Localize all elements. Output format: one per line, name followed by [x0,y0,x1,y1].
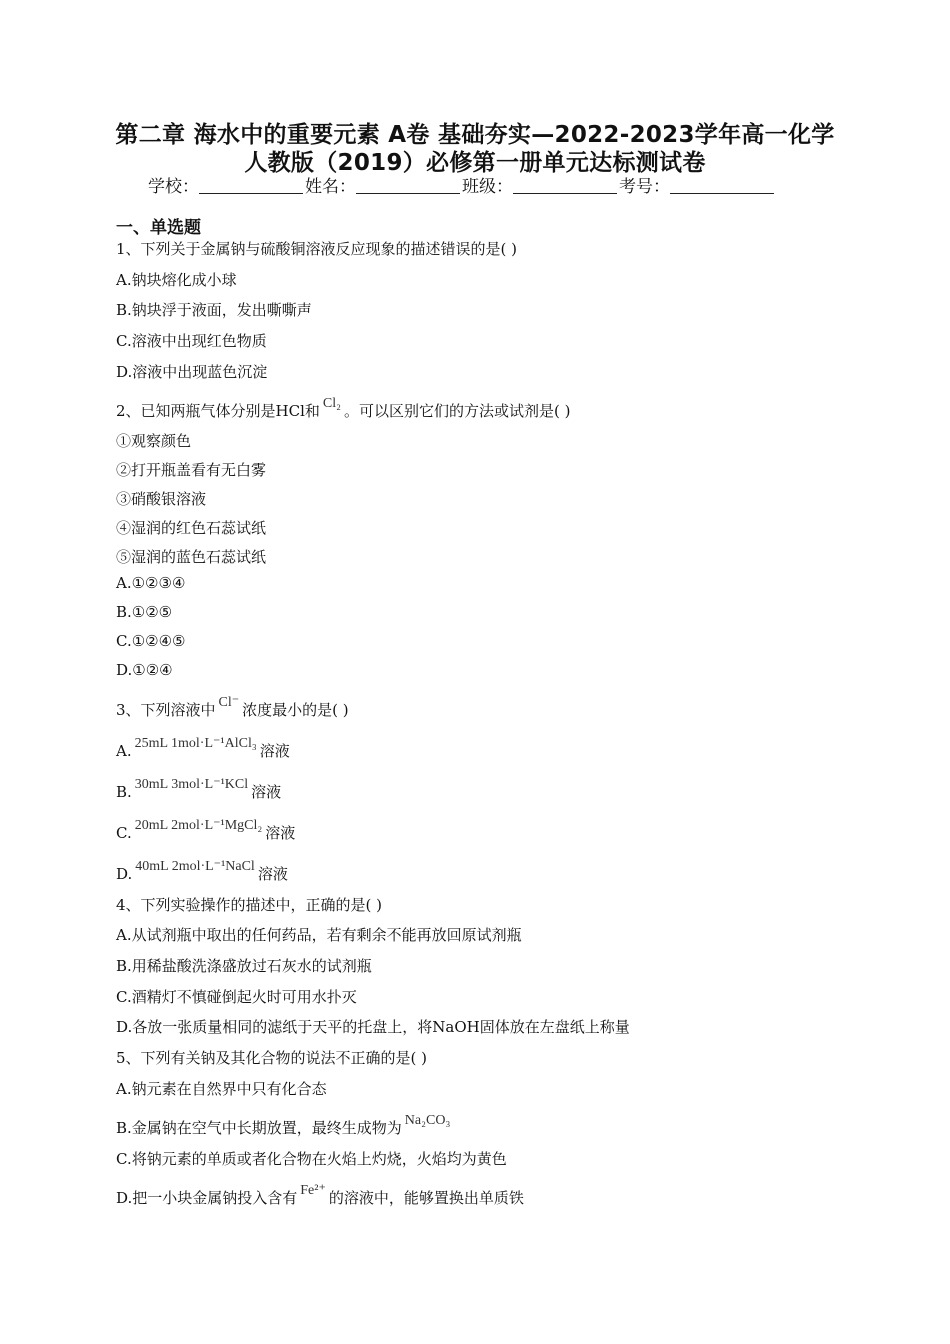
question-5-option-d [116,1183,524,1208]
question-2-option-d: D.①②④ [116,661,173,679]
exam-title-line1: 第二章 海水中的重要元素 A卷 基础夯实—2022-2023学年高一化学 [115,122,835,148]
question-3-option-b [116,777,282,802]
option-formula: 30mL 3mol·L⁻¹KCl [134,777,249,792]
question-3-stem [116,695,349,720]
option-b-formula: Na₂CO₃ [404,1113,451,1128]
question-2-item-5: ⑤湿润的蓝色石蕊试纸 [116,548,267,566]
option-d-text-post: 的溶液中，能够置换出单质铁 [328,1189,524,1207]
option-formula: 25mL 1mol·L⁻¹AlCl₃ [134,736,257,751]
question-2-item-4: ④湿润的红色石蕊试纸 [116,519,267,537]
exam-title-line2: 人教版（2019）必修第一册单元达标测试卷 [244,150,706,176]
question-2-item-3: ③硝酸银溶液 [116,490,207,508]
question-3-stem-post: 浓度最小的是( ) [242,701,349,719]
question-3-option-d [116,859,288,884]
question-1-option-c: C.溶液中出现红色物质 [116,332,267,350]
section-title: 一、单选题 [116,218,201,238]
option-letter: C. [116,824,132,842]
option-letter: D. [116,865,133,883]
school-blank[interactable] [199,177,303,194]
option-suffix: 溶液 [257,865,288,883]
class-blank[interactable] [513,177,617,194]
question-4-option-c: C.酒精灯不慎碰倒起火时可用水扑灭 [116,988,357,1006]
question-1-option-d: D.溶液中出现蓝色沉淀 [116,363,268,381]
question-5-option-c: C.将钠元素的单质或者化合物在火焰上灼烧，火焰均为黄色 [116,1150,507,1168]
question-2-stem-post: 。可以区别它们的方法或试剂是( ) [344,402,571,420]
question-2-stem [116,396,571,421]
question-3-stem-pre: 3、下列溶液中 [116,701,216,719]
exam-no-label: 考号： [619,177,670,197]
option-letter: B. [116,783,132,801]
option-suffix: 溶液 [265,824,296,842]
student-info-row [148,172,828,197]
option-suffix: 溶液 [259,742,290,760]
question-4-option-d: D.各放一张质量相同的滤纸于天平的托盘上，将NaOH固体放在左盘纸上称量 [116,1018,630,1036]
question-2-option-a: A.①②③④ [116,574,186,592]
option-d-formula: Fe²⁺ [300,1183,326,1198]
school-label: 学校： [148,177,199,197]
option-letter: A. [116,742,132,760]
question-1-option-a: A.钠块熔化成小球 [116,271,237,289]
option-suffix: 溶液 [251,783,282,801]
question-5-option-a: A.钠元素在自然界中只有化合态 [116,1080,327,1098]
exam-no-blank[interactable] [670,177,774,194]
question-2-option-b: B.①②⑤ [116,603,173,621]
question-2-stem-pre: 2、已知两瓶气体分别是HCl和 [116,402,320,420]
question-1-option-b: B.钠块浮于液面，发出嘶嘶声 [116,301,312,319]
question-3-option-c [116,818,296,843]
question-4-option-a: A.从试剂瓶中取出的任何药品，若有剩余不能再放回原试剂瓶 [116,926,522,944]
option-formula: 20mL 2mol·L⁻¹MgCl₂ [134,818,263,833]
question-1-stem: 1、下列关于金属钠与硫酸铜溶液反应现象的描述错误的是( ) [116,240,518,258]
question-2-option-c: C.①②④⑤ [116,632,186,650]
question-2-item-2: ②打开瓶盖看有无白雾 [116,461,267,479]
option-b-text: B.金属钠在空气中长期放置，最终生成物为 [116,1119,402,1137]
question-2-item-1: ①观察颜色 [116,432,192,450]
question-5-option-b [116,1113,453,1138]
question-5-stem: 5、下列有关钠及其化合物的说法不正确的是( ) [116,1049,428,1067]
question-3-formula: Cl⁻ [218,695,240,710]
option-d-text-pre: D.把一小块金属钠投入含有 [116,1189,298,1207]
name-blank[interactable] [356,177,460,194]
question-3-option-a [116,736,290,761]
question-4-stem: 4、下列实验操作的描述中，正确的是( ) [116,896,383,914]
option-formula: 40mL 2mol·L⁻¹NaCl [135,859,255,874]
question-4-option-b: B.用稀盐酸洗涤盛放过石灰水的试剂瓶 [116,957,372,975]
class-label: 班级： [462,177,513,197]
question-2-formula: Cl₂ [322,396,342,411]
name-label: 姓名： [305,177,356,197]
